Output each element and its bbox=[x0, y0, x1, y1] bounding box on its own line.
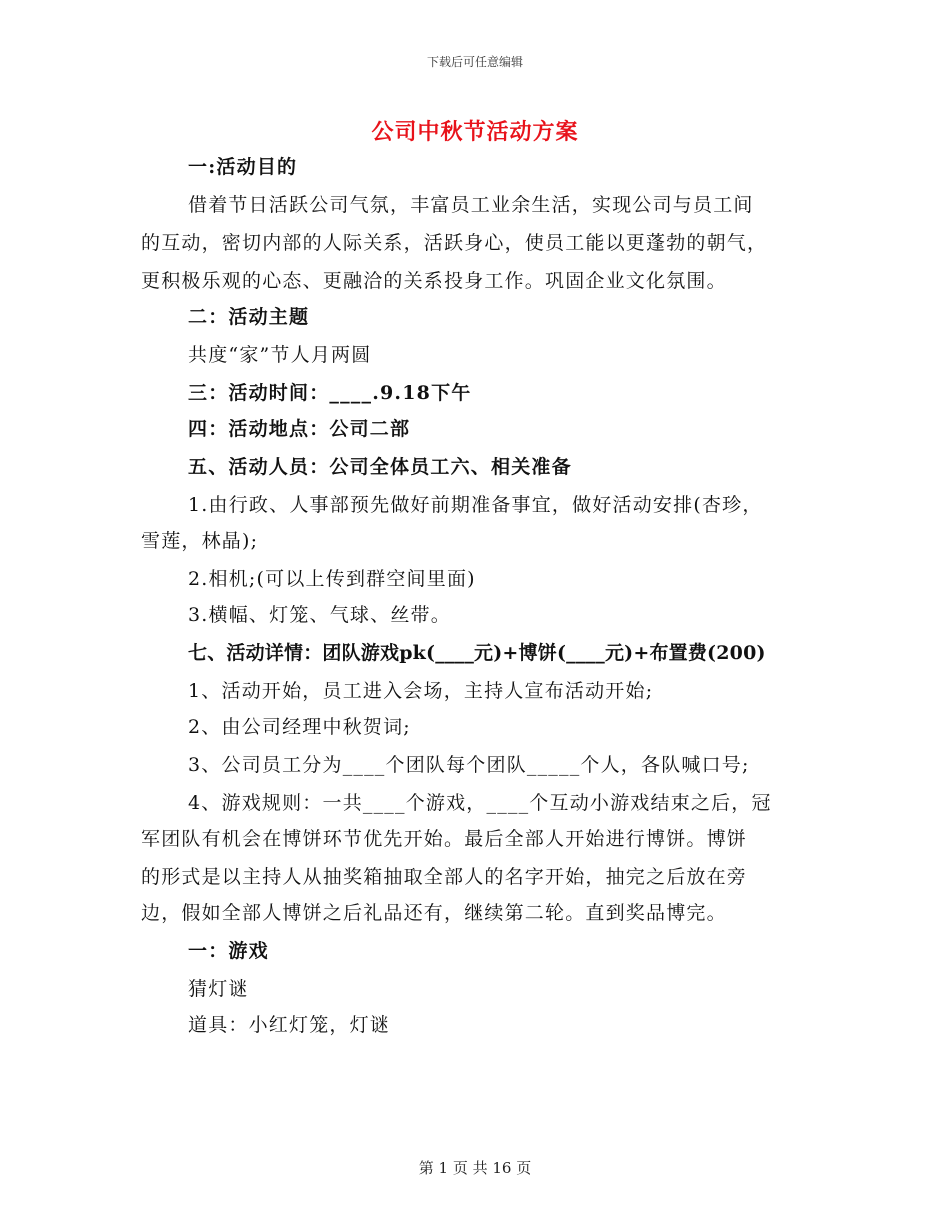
paragraph-line: 2、由公司经理中秋贺词; bbox=[188, 716, 411, 738]
header-note: 下载后可任意编辑 bbox=[426, 55, 523, 69]
paragraph-line: 3、公司员工分为____个团队每个团队_____个人，各队喊口号; bbox=[188, 754, 750, 776]
paragraph-line: 的互动，密切内部的人际关系，活跃身心，使员工能以更蓬勃的朝气， bbox=[141, 232, 768, 254]
paragraph-line: 猜灯谜 bbox=[188, 978, 249, 1000]
paragraph-line: 3.横幅、灯笼、气球、丝带。 bbox=[188, 604, 451, 626]
paragraph-line: 雪莲，林晶); bbox=[141, 530, 259, 552]
paragraph-line: 2.相机;(可以上传到群空间里面) bbox=[188, 568, 476, 590]
section-heading-games: 一：游戏 bbox=[188, 940, 269, 962]
paragraph-line: 1.由行政、人事部预先做好前期准备事宜，做好活动安排(杏珍， bbox=[188, 494, 763, 516]
page-footer: 第 1 页 共 16 页 bbox=[418, 1159, 532, 1177]
section-heading-purpose: 一:活动目的 bbox=[188, 156, 298, 178]
document-title: 公司中秋节活动方案 bbox=[371, 119, 579, 145]
section-heading-time: 三：活动时间：____.9.18下午 bbox=[188, 382, 472, 404]
paragraph-line: 军团队有机会在博饼环节优先开始。最后全部人开始进行博饼。博饼 bbox=[141, 828, 748, 850]
paragraph-line: 道具：小红灯笼，灯谜 bbox=[188, 1014, 391, 1036]
paragraph-line: 的形式是以主持人从抽奖箱抽取全部人的名字开始，抽完之后放在旁 bbox=[141, 866, 748, 888]
paragraph-line: 借着节日活跃公司气氛，丰富员工业余生活，实现公司与员工间 bbox=[188, 194, 754, 216]
section-heading-details: 七、活动详情：团队游戏pk(____元)+博饼(____元)+布置费(200) bbox=[188, 642, 766, 664]
section-heading-theme: 二：活动主题 bbox=[188, 306, 310, 328]
paragraph-line: 4、游戏规则：一共____个游戏，____个互动小游戏结束之后，冠 bbox=[188, 792, 772, 814]
paragraph-line: 1、活动开始，员工进入会场，主持人宣布活动开始; bbox=[188, 680, 654, 702]
paragraph-line: 更积极乐观的心态、更融洽的关系投身工作。巩固企业文化氛围。 bbox=[141, 270, 727, 292]
section-heading-staff: 五、活动人员：公司全体员工六、相关准备 bbox=[188, 456, 572, 478]
paragraph-line: 边，假如全部人博饼之后礼品还有，继续第二轮。直到奖品博完。 bbox=[141, 902, 727, 924]
section-heading-location: 四：活动地点：公司二部 bbox=[188, 418, 411, 440]
paragraph-line: 共度“家”节人月两圆 bbox=[188, 344, 372, 366]
